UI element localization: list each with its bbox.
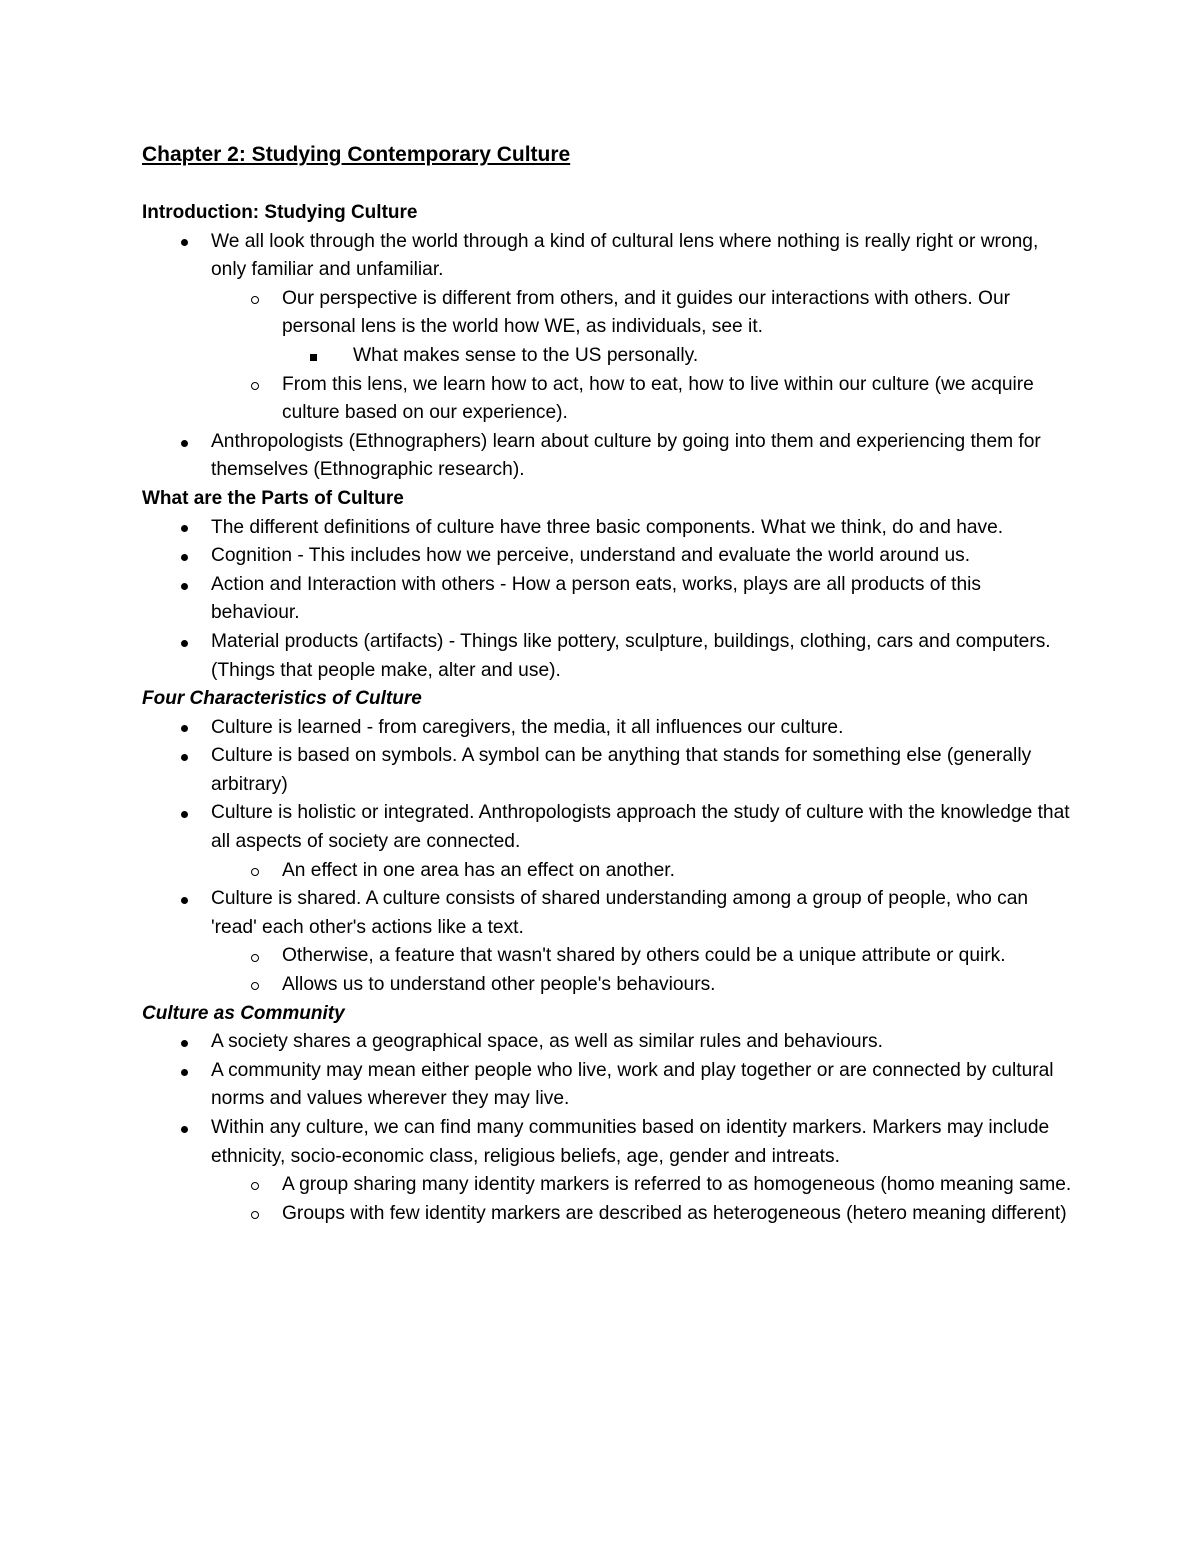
list-item	[142, 742, 1072, 799]
bullet-circle-icon	[247, 285, 263, 314]
list-item	[142, 942, 1072, 971]
section-heading: What are the Parts of Culture	[142, 487, 404, 509]
list-item-text: Otherwise, a feature that wasn't shared by others could be a unique attribute or quirk.	[282, 945, 1006, 967]
list-item	[142, 628, 1072, 685]
bullet-disc-icon	[176, 1028, 192, 1057]
list-item-text: Within any culture, we can find many communities based on identity markers. Markers may include ethnicity, socio-economic class, religious beliefs, age, gender and intreats.	[211, 1117, 1050, 1167]
list-item	[142, 857, 1072, 886]
list-item-text: A society shares a geographical space, as well as similar rules and behaviours.	[211, 1031, 883, 1053]
section-heading: Four Characteristics of Culture	[142, 688, 422, 710]
list-item	[142, 1200, 1072, 1229]
document-title: Chapter 2: Studying Contemporary Culture	[142, 143, 571, 166]
list-item-text: Culture is learned - from caregivers, the media, it all influences our culture.	[211, 716, 844, 738]
list-item-text: The different definitions of culture have three basic components. What we think, do and have.	[211, 516, 1004, 538]
list-item-text: Action and Interaction with others - How a person eats, works, plays are all products of this behaviour.	[211, 573, 982, 624]
bullet-list	[142, 714, 1072, 1000]
bullet-disc-icon	[176, 885, 192, 914]
bullet-square-icon	[305, 342, 321, 371]
bullet-circle-icon	[247, 1171, 263, 1200]
list-item	[142, 1114, 1072, 1171]
bullet-disc-icon	[176, 714, 192, 743]
bullet-disc-icon	[176, 628, 192, 657]
list-item-text: Culture is based on symbols. A symbol can be anything that stands for something else (generally arbitrary)	[211, 745, 1032, 795]
list-item-text: A group sharing many identity markers is referred to as homogeneous (homo meaning same.	[282, 1174, 1072, 1196]
bullet-disc-icon	[176, 1057, 192, 1086]
list-item-text: Our perspective is different from others, and it guides our interactions with others. Our personal lens is the world how WE, as individuals, see it.	[282, 287, 1011, 338]
list-item-text: What makes sense to the US personally.	[353, 344, 699, 366]
list-item	[142, 799, 1072, 856]
list-item-text: From this lens, we learn how to act, how to eat, how to live within our culture (we acquire culture based on our experience).	[282, 373, 1034, 424]
list-item-text: Culture is shared. A culture consists of shared understanding among a group of people, who can 'read' each other's actions like a text.	[211, 888, 1029, 938]
list-item	[142, 1057, 1072, 1114]
list-item	[142, 228, 1072, 285]
bullet-circle-icon	[247, 971, 263, 1000]
document-page	[142, 140, 1072, 1228]
bullet-list	[142, 1028, 1072, 1228]
list-item	[142, 885, 1072, 942]
bullet-disc-icon	[176, 571, 192, 600]
list-item	[142, 714, 1072, 743]
list-item-text: A community may mean either people who live, work and play together or are connected by cultural norms and values wherever they may live.	[211, 1059, 1054, 1110]
list-item-text: Cognition - This includes how we perceive, understand and evaluate the world around us.	[211, 545, 971, 567]
bullet-circle-icon	[247, 942, 263, 971]
bullet-disc-icon	[176, 228, 192, 257]
bullet-disc-icon	[176, 799, 192, 828]
bullet-disc-icon	[176, 514, 192, 543]
bullet-disc-icon	[176, 1114, 192, 1143]
list-item-text: Material products (artifacts) - Things like pottery, sculpture, buildings, clothing, cars and computers. (Things that people make, alter and use).	[211, 630, 1051, 681]
list-item	[142, 542, 1072, 571]
bullet-list	[142, 514, 1072, 686]
bullet-disc-icon	[176, 428, 192, 457]
list-item	[142, 571, 1072, 628]
list-item	[142, 1171, 1072, 1200]
list-item-text: We all look through the world through a kind of cultural lens where nothing is really right or wrong, only familiar and unfamiliar.	[211, 230, 1039, 281]
bullet-circle-icon	[247, 1200, 263, 1229]
bullet-disc-icon	[176, 542, 192, 571]
list-item	[142, 342, 1072, 371]
list-item-text: An effect in one area has an effect on another.	[282, 859, 675, 881]
section-heading: Culture as Community	[142, 1002, 345, 1024]
list-item	[142, 428, 1072, 485]
list-item-text: Allows us to understand other people's behaviours.	[282, 974, 716, 996]
bullet-list	[142, 228, 1072, 485]
list-item-text: Culture is holistic or integrated. Anthropologists approach the study of culture with the knowledge that all aspects of society are connected.	[211, 802, 1070, 853]
list-item	[142, 514, 1072, 543]
list-item	[142, 971, 1072, 1000]
bullet-circle-icon	[247, 857, 263, 886]
bullet-circle-icon	[247, 371, 263, 400]
bullet-disc-icon	[176, 742, 192, 771]
list-item	[142, 371, 1072, 428]
list-item	[142, 1028, 1072, 1057]
list-item-text: Groups with few identity markers are described as heterogeneous (hetero meaning different)	[282, 1202, 1067, 1224]
list-item-text: Anthropologists (Ethnographers) learn about culture by going into them and experiencing them for themselves (Ethnographic research).	[211, 430, 1041, 481]
section-heading: Introduction: Studying Culture	[142, 202, 418, 223]
list-item	[142, 285, 1072, 342]
